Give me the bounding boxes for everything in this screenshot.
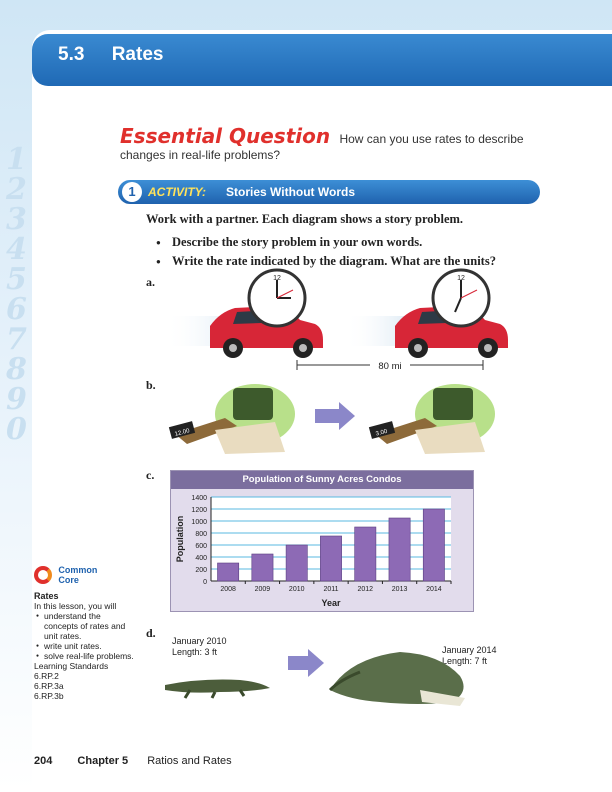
logo-line2: Core	[58, 575, 79, 585]
common-core-title: Rates	[34, 591, 59, 601]
y-axis-label: Population	[175, 515, 185, 563]
chapter-title: Ratios and Rates	[147, 755, 232, 767]
common-core-list	[34, 611, 134, 661]
bar	[252, 554, 273, 581]
lawn-mowing-after	[369, 384, 495, 454]
meter-before: 12.00	[174, 428, 191, 438]
chapter-label: Chapter 5	[77, 755, 129, 767]
bar	[320, 536, 341, 581]
essential-question-label: Essential Question	[120, 124, 331, 148]
clock-number: 12	[457, 275, 465, 282]
instruction-bullet-text: Describe the story problem in your own words.	[172, 235, 423, 249]
activity-number: 1	[122, 182, 142, 202]
instruction-bullet	[158, 235, 422, 250]
section-header	[58, 44, 163, 66]
y-tick-label: 1400	[191, 495, 207, 502]
x-tick-label: 2010	[288, 586, 305, 593]
after-date: January 2014	[442, 645, 497, 655]
instruction-bullet	[158, 254, 496, 269]
x-tick-label: 2008	[220, 586, 236, 593]
common-core-intro: In this lesson, you will	[34, 601, 117, 611]
activity-title: Stories Without Words	[226, 185, 355, 199]
y-tick-label: 0	[203, 579, 207, 586]
essential-question	[120, 124, 560, 162]
instruction-bullet-text: Write the rate indicated by the diagram. What are the units?	[172, 254, 496, 268]
distance-label: 80 mi	[378, 361, 402, 372]
right-arrow-icon	[315, 402, 355, 430]
x-axis-label: Year	[321, 598, 341, 608]
side-digit: 1	[6, 142, 27, 177]
y-tick-label: 800	[195, 531, 207, 538]
side-digit: 5	[6, 262, 27, 297]
x-tick-label: 2009	[254, 586, 271, 593]
y-tick-label: 400	[195, 555, 207, 562]
before-length: Length: 3 ft	[172, 647, 218, 657]
common-core-item: ● write unit rates.	[44, 641, 134, 651]
page-number: 204	[34, 755, 53, 767]
y-tick-label: 600	[195, 543, 207, 550]
population-chart	[170, 470, 474, 612]
chart-plot	[171, 489, 473, 611]
standard: 6.RP.2	[34, 671, 59, 681]
side-digit: 0	[6, 412, 27, 447]
side-digit: 8	[6, 352, 27, 387]
bar	[218, 563, 239, 581]
x-tick-label: 2012	[357, 586, 374, 593]
essential-question-text: How can you use rates to describe changes in real-life problems?	[120, 132, 524, 162]
side-digit-column	[6, 142, 46, 447]
side-digit: 3	[6, 202, 27, 237]
meter-after: 3.00	[375, 428, 389, 438]
common-core-item: ● understand the concepts of rates and unit rates.	[44, 611, 134, 641]
side-digit: 2	[6, 172, 27, 207]
small-alligator	[165, 680, 270, 698]
section-title: Rates	[111, 44, 164, 65]
common-core-logo	[34, 565, 134, 585]
side-digit: 9	[6, 382, 27, 417]
clock-number: 12	[273, 275, 281, 282]
x-tick-label: 2011	[323, 586, 339, 593]
right-arrow-icon	[288, 649, 324, 677]
side-digit: 6	[6, 292, 27, 327]
common-core-item: ● solve real-life problems.	[44, 651, 134, 661]
x-tick-label: 2013	[391, 586, 408, 593]
common-core-sidebar	[34, 565, 134, 701]
logo-line1: Common	[58, 565, 98, 575]
learning-standards-label: Learning Standards	[34, 661, 109, 671]
bar	[286, 545, 307, 581]
part-a-illustration	[165, 268, 525, 376]
part-a-label: a.	[146, 275, 155, 289]
side-digit: 4	[6, 232, 27, 267]
part-c-label: c.	[146, 468, 155, 482]
y-tick-label: 1200	[191, 507, 207, 514]
y-tick-label: 1000	[191, 519, 207, 526]
x-tick-label: 2014	[426, 586, 442, 593]
large-alligator	[330, 652, 465, 706]
y-tick-label: 200	[195, 567, 207, 574]
part-b-label: b.	[146, 378, 156, 392]
before-date: January 2010	[172, 636, 227, 646]
clock-face-numbers	[273, 275, 465, 282]
activity-bar	[118, 180, 540, 204]
chart-title: Population of Sunny Acres Condos	[171, 471, 473, 489]
part-b-illustration	[165, 382, 505, 457]
part-d-illustration	[160, 640, 480, 715]
bar	[355, 527, 376, 581]
instructions-intro: Work with a partner. Each diagram shows a story problem.	[146, 212, 464, 226]
common-core-logo-icon	[34, 566, 52, 584]
common-core-logo-text	[58, 565, 97, 585]
side-digit: 7	[6, 322, 27, 357]
section-number: 5.3	[58, 44, 85, 65]
standard: 6.RP.3b	[34, 691, 64, 701]
bar	[423, 509, 444, 581]
standard: 6.RP.3a	[34, 681, 64, 691]
after-length: Length: 7 ft	[442, 656, 488, 666]
page-footer	[34, 755, 232, 767]
lawn-mowing-before	[169, 384, 295, 454]
part-d-label: d.	[146, 626, 156, 640]
activity-label: ACTIVITY:	[148, 185, 207, 199]
bar	[389, 518, 410, 581]
